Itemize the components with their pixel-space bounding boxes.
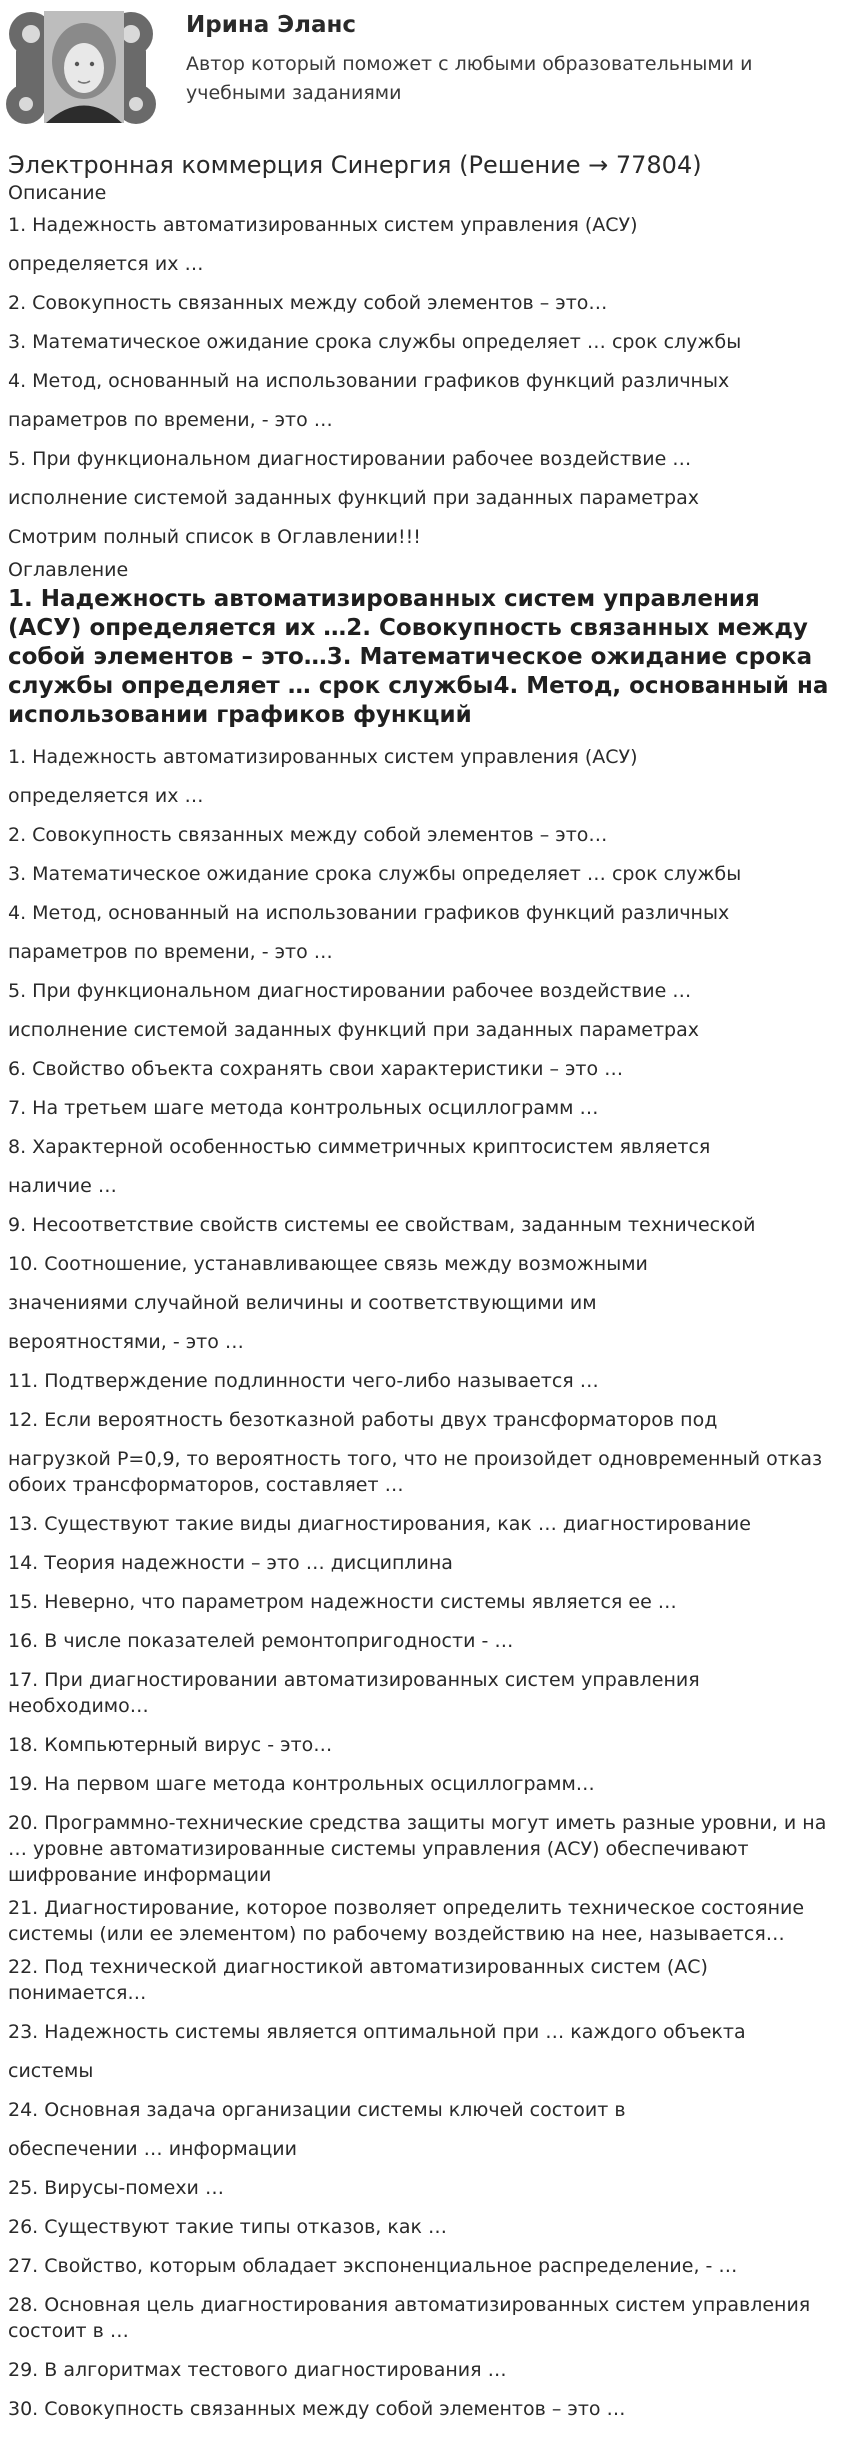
description-line: 2. Совокупность связанных между собой элементов – это… [8, 292, 608, 314]
toc-line: 3. Математическое ожидание срока службы определяет … срок службы [8, 863, 742, 885]
toc-line: 29. В алгоритмах тестового диагностирования … [8, 2359, 507, 2381]
description-line: 3. Математическое ожидание срока службы определяет … срок службы [8, 331, 742, 353]
toc-heading: 1. Надежность автоматизированных систем управления (АСУ) определяется их …2. Совокупность связанных между собой элементов – это…3. Математическое ожидание срока службы определяет … срок службы4. Метод, основанный на использовании графиков функций [8, 586, 829, 728]
toc-line: 17. При диагностировании автоматизированных систем управления необходимо… [8, 1669, 700, 1717]
toc-line: 10. Соотношение, устанавливающее связь между возможными [8, 1253, 648, 1275]
toc-line: 28. Основная цель диагностирования автоматизированных систем управления состоит в … [8, 2294, 811, 2342]
toc-line: 14. Теория надежности – это … дисциплина [8, 1552, 453, 1574]
toc-line: 12. Если вероятность безотказной работы двух трансформаторов под [8, 1409, 718, 1431]
toc-line: исполнение системой заданных функций при заданных параметрах [8, 1019, 699, 1041]
toc-line: 19. На первом шаге метода контрольных осциллограмм… [8, 1773, 595, 1795]
toc-line: 24. Основная задача организации системы ключей состоит в [8, 2099, 626, 2121]
toc-line: 15. Неверно, что параметром надежности системы является ее … [8, 1591, 677, 1613]
page-title: Электронная коммерция Синергия (Решение → 77804) [8, 151, 702, 179]
toc-line: 30. Совокупность связанных между собой элементов – это … [8, 2398, 626, 2420]
toc-line: 2. Совокупность связанных между собой элементов – это… [8, 824, 608, 846]
toc-line: 18. Компьютерный вирус - это… [8, 1734, 333, 1756]
author-description: Автор который поможет с любыми образовательными и учебными заданиями [186, 53, 753, 104]
toc-line: обеспечении … информации [8, 2138, 298, 2160]
toc-line: 25. Вирусы-помехи … [8, 2177, 224, 2199]
toc-line: 6. Свойство объекта сохранять свои характеристики – это … [8, 1058, 624, 1080]
toc-line: определяется их … [8, 785, 204, 807]
description-list [8, 206, 839, 557]
toc-line: 16. В числе показателей ремонтопригодности - … [8, 1630, 514, 1652]
description-line: определяется их … [8, 253, 204, 275]
toc-line: нагрузкой P=0,9, то вероятность того, что не произойдет одновременный отказ обоих трансформаторов, составляет … [8, 1448, 823, 1496]
toc-line: наличие … [8, 1175, 117, 1197]
toc-list [8, 738, 839, 2429]
toc-line: параметров по времени, - это … [8, 941, 333, 963]
toc-label: Оглавление [8, 559, 129, 581]
toc-line: 20. Программно-технические средства защиты могут иметь разные уровни, и на … уровне автоматизированные системы управления (АСУ) обеспечивают шифрование информации [8, 1812, 827, 1886]
toc-line: 26. Существуют такие типы отказов, как … [8, 2216, 448, 2238]
toc-line: 27. Свойство, которым обладает экспоненциальное распределение, - … [8, 2255, 738, 2277]
author-name[interactable]: Ирина Эланс [186, 12, 357, 38]
author-avatar[interactable] [6, 6, 156, 131]
toc-line: 1. Надежность автоматизированных систем управления (АСУ) [8, 746, 638, 768]
toc-line: 8. Характерной особенностью симметричных криптосистем является [8, 1136, 711, 1158]
description-line: 1. Надежность автоматизированных систем управления (АСУ) [8, 214, 638, 236]
toc-line: 11. Подтверждение подлинности чего-либо называется … [8, 1370, 599, 1392]
toc-line: системы [8, 2060, 94, 2082]
toc-line: вероятностями, - это … [8, 1331, 244, 1353]
toc-line: 23. Надежность системы является оптимальной при … каждого объекта [8, 2021, 746, 2043]
description-line: 4. Метод, основанный на использовании графиков функций различных [8, 370, 730, 392]
main-content [0, 150, 847, 2429]
description-line: исполнение системой заданных функций при заданных параметрах [8, 487, 699, 509]
description-line: Смотрим полный список в Оглавлении!!! [8, 526, 421, 548]
avatar-image [6, 6, 156, 131]
toc-line: 13. Существуют такие виды диагностирования, как … диагностирование [8, 1513, 751, 1535]
toc-line: 7. На третьем шаге метода контрольных осциллограмм … [8, 1097, 599, 1119]
toc-line: 21. Диагностирование, которое позволяет определить техническое состояние системы (или ее элементом) по рабочему воздействию на нее, называется… [8, 1897, 805, 1945]
toc-line: значениями случайной величины и соответствующими им [8, 1292, 597, 1314]
toc-line: 9. Несоответствие свойств системы ее свойствам, заданным технической [8, 1214, 756, 1236]
description-label: Описание [8, 182, 107, 204]
author-header [0, 0, 847, 140]
toc-line: 22. Под технической диагностикой автоматизированных систем (АС) понимается… [8, 1956, 708, 2004]
description-line: параметров по времени, - это … [8, 409, 333, 431]
toc-line: 5. При функциональном диагностировании рабочее воздействие … [8, 980, 692, 1002]
description-line: 5. При функциональном диагностировании рабочее воздействие … [8, 448, 692, 470]
toc-line: 4. Метод, основанный на использовании графиков функций различных [8, 902, 730, 924]
